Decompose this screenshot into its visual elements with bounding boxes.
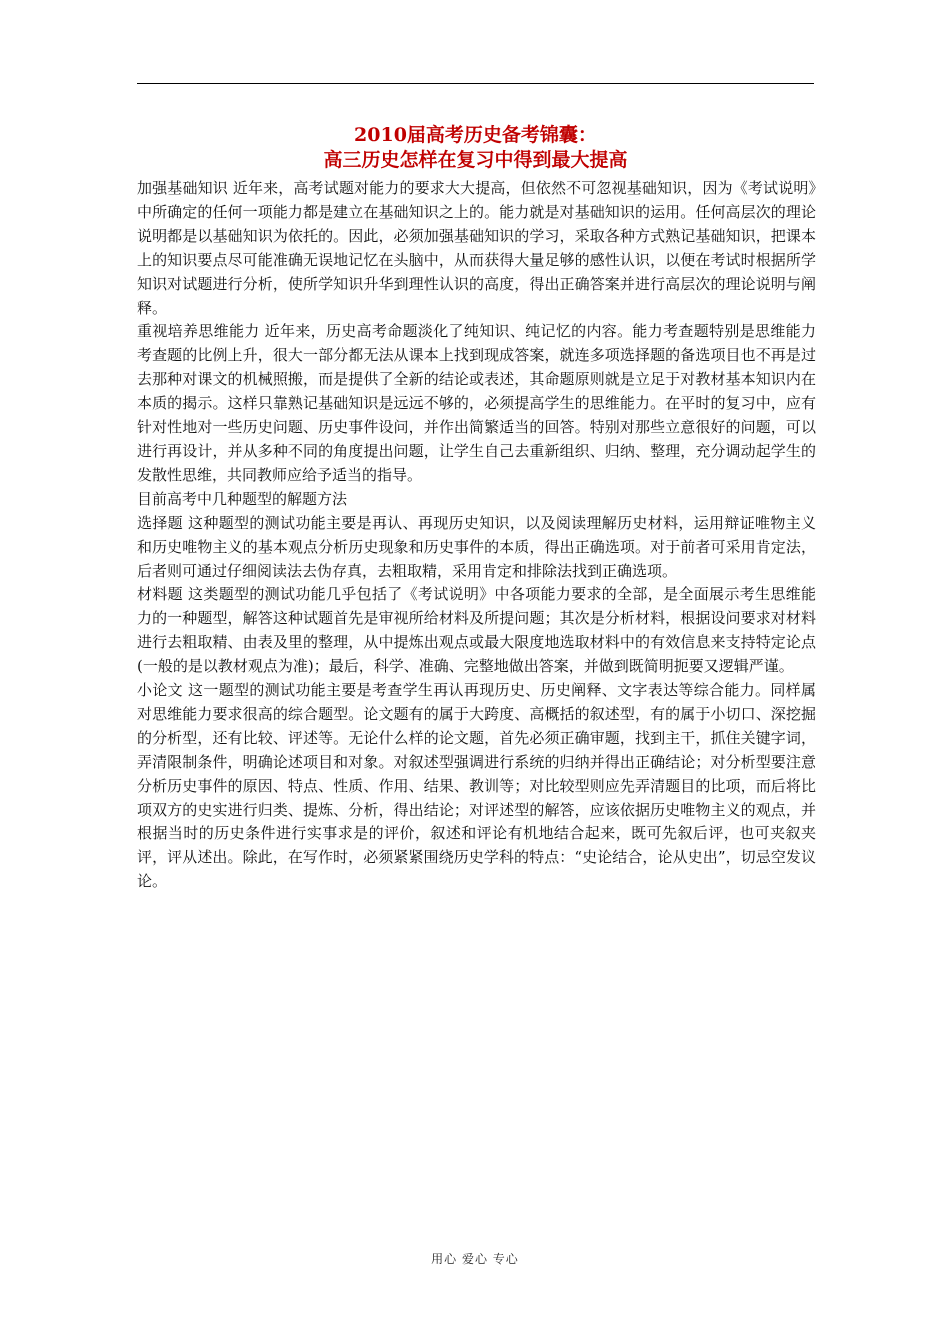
paragraph-material-question: 材料题 这类题型的测试功能几乎包括了《考试说明》中各项能力要求的全部，是全面展示考生思维能力的一种题型，解答这种试题首先是审视所给材料及所提问题；其次是分析材料，根据设问要求对材料进行去粗取精、由表及里的整理，从中提炼出观点或最大限度地选取材料中的有效信息来支持特定论点(一般的是以教材观点为准)；最后，科学、准确、完整地做出答案，并做到既简明扼要又逻辑严谨。 [137, 585, 816, 676]
paragraph-question-types-heading: 目前高考中几种题型的解题方法 [137, 489, 348, 508]
paragraph-thinking-ability: 重视培养思维能力 近年来，历史高考命题淡化了纯知识、纯记忆的内容。能力考查题特别是思维能力考查题的比例上升，很大一部分都无法从课本上找到现成答案，就连多项选择题的备选项目也不再是过去那种对课文的机械照搬，而是提供了全新的结论或表述，其命题原则就是立足于对教材基本知识内在本质的揭示。这样只靠熟记基础知识是远远不够的，必须提高学生的思维能力。在平时的复习中，应有针对性地对一些历史问题、历史事件设问，并作出简繁适当的回答。特别对那些立意很好的问题，可以进行再设计，并从多种不同的角度提出问题，让学生自己去重新组织、归纳、整理，充分调动起学生的发散性思维，共同教师应给予适当的指导。 [137, 322, 816, 484]
document-body [137, 177, 816, 894]
page-footer: 用心 爱心 专心 [431, 1252, 519, 1266]
title-line-2: 高三历史怎样在复习中得到最大提高 [323, 149, 628, 171]
title-line-1: 2010届高考历史备考锦囊： [354, 124, 597, 146]
paragraph-short-essay: 小论文 这一题型的测试功能主要是考查学生再认再现历史、历史阐释、文字表达等综合能力。同样属对思维能力要求很高的综合题型。论文题有的属于大跨度、高概括的叙述型，有的属于小切口、深挖掘的分析型，还有比较、评述等。无论什么样的论文题，首先必须正确审题，找到主干，抓住关键字词，弄清限制条件，明确论述项目和对象。对叙述型强调进行系统的归纳并得出正确结论；对分析型要注意分析历史事件的原因、特点、性质、作用、结果、教训等；对比较型则应先弄清题目的比项，而后将比项双方的史实进行归类、提炼、分析，得出结论；对评述型的解答，应该依据历史唯物主义的观点，并根据当时的历史条件进行实事求是的评价，叙述和评论有机地结合起来，既可先叙后评，也可夹叙夹评，评从述出。除此，在写作时，必须紧紧围绕历史学科的特点：“史论结合，论从史出”，切忌空发议论。 [137, 681, 816, 891]
paragraph-multiple-choice: 选择题 这种题型的测试功能主要是再认、再现历史知识，以及阅读理解历史材料，运用辩证唯物主义和历史唯物主义的基本观点分析历史现象和历史事件的本质，得出正确选项。对于前者可采用肯定法，后者则可通过仔细阅读法去伪存真，去粗取精，采用肯定和排除法找到正确选项。 [137, 513, 816, 580]
paragraph-basic-knowledge: 加强基础知识 近年来，高考试题对能力的要求大大提高，但依然不可忽视基础知识，因为《考试说明》中所确定的任何一项能力都是建立在基础知识之上的。能力就是对基础知识的运用。任何高层次的理论说明都是以基础知识为依托的。因此，必须加强基础知识的学习，采取各种方式熟记基础知识，把课本上的知识要点尽可能准确无误地记忆在头脑中，从而获得大量足够的感性认识，以便在考试时根据所学知识对试题进行分析，使所学知识升华到理性认识的高度，得出正确答案并进行高层次的理论说明与阐释。 [137, 179, 816, 317]
header-rule [137, 83, 814, 84]
document-title [137, 123, 814, 173]
